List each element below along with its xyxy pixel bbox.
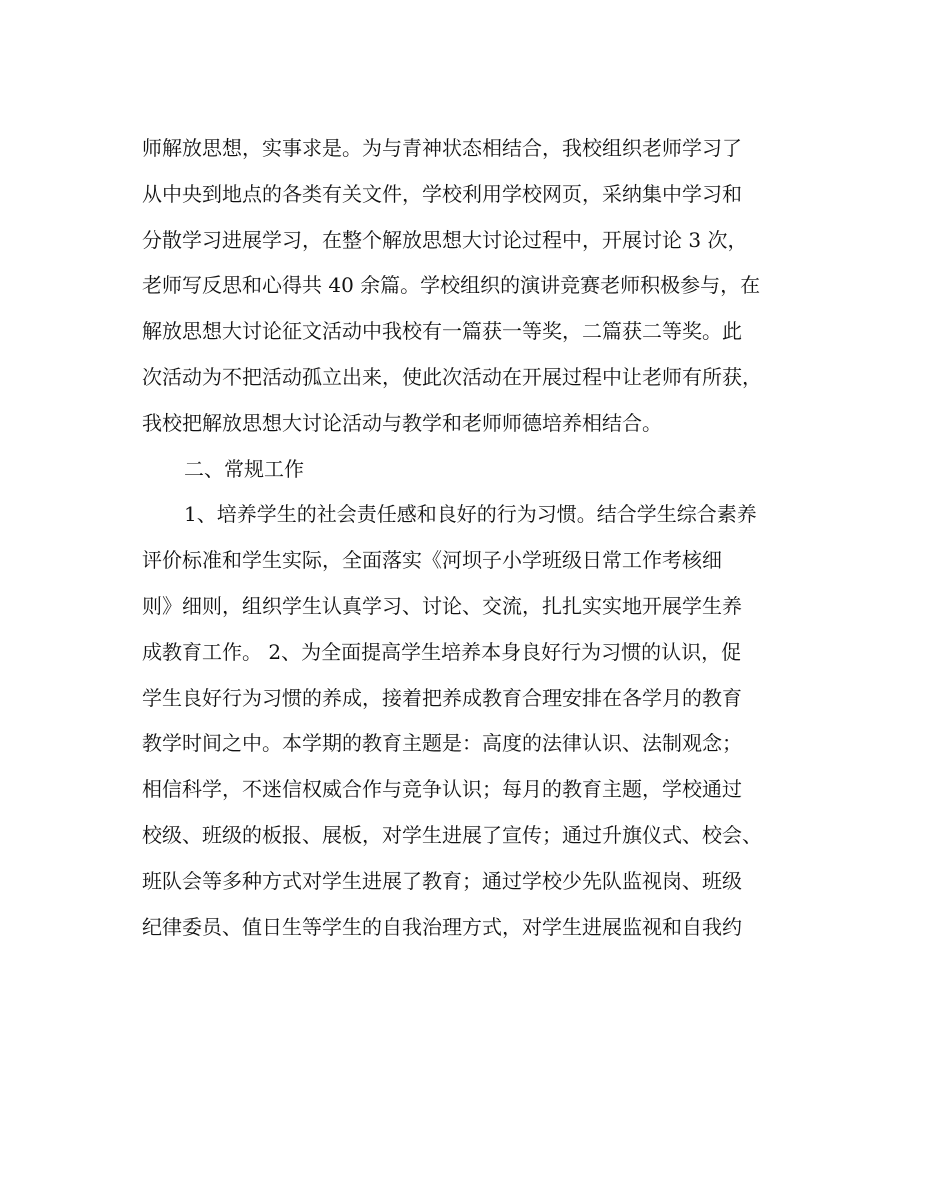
text-line-7: 我校把解放思想大讨论活动与教学和老师师德培养相结合。 xyxy=(142,410,662,435)
text-line-3: 分散学习进展学习，在整个解放思想大讨论过程中，开展讨论 3 次， xyxy=(142,227,748,252)
text-line-11: 则》细则，组织学生认真学习、讨论、交流，扎扎实实地开展学生养 xyxy=(142,593,742,618)
text-line-10: 评价标准和学生实际，全面落实《河坝子小学班级日常工作考核细 xyxy=(142,548,722,573)
text-line-15: 相信科学，不迷信权威合作与竞争认识；每月的教育主题，学校通过 xyxy=(142,777,742,802)
text-line-18: 纪律委员、值日生等学生的自我治理方式，对学生进展监视和自我约 xyxy=(142,914,742,939)
text-line-17: 班队会等多种方式对学生进展了教育；通过学校少先队监视岗、班级 xyxy=(142,868,742,893)
text-line-1: 师解放思想，实事求是。为与青神状态相结合，我校组织老师学习了 xyxy=(142,136,742,160)
text-line-16: 校级、班级的板报、展板，对学生进展了宣传；通过升旗仪式、校会、 xyxy=(142,822,762,847)
paragraph-start-line: 1、培养学生的社会责任感和良好的行为习惯。结合学生综合素养 xyxy=(184,502,757,527)
section-heading: 二、常规工作 xyxy=(184,456,304,481)
text-line-4: 老师写反思和心得共 40 余篇。学校组织的演讲竞赛老师积极参与，在 xyxy=(142,273,761,298)
text-line-6: 次活动为不把活动孤立出来，使此次活动在开展过程中让老师有所获， xyxy=(142,364,762,389)
text-line-14: 教学时间之中。本学期的教育主题是：高度的法律认识、法制观念； xyxy=(142,731,742,756)
text-line-12: 成教育工作。 2、为全面提高学生培养本身良好行为习惯的认识，促 xyxy=(142,639,742,664)
text-line-13: 学生良好行为习惯的养成，接着把养成教育合理安排在各学月的教育 xyxy=(142,685,742,710)
document-body xyxy=(142,126,822,950)
text-line-2: 从中央到地点的各类有关文件，学校利用学校网页，采纳集中学习和 xyxy=(142,181,742,206)
text-line-5: 解放思想大讨论征文活动中我校有一篇获一等奖，二篇获二等奖。此 xyxy=(142,319,742,344)
